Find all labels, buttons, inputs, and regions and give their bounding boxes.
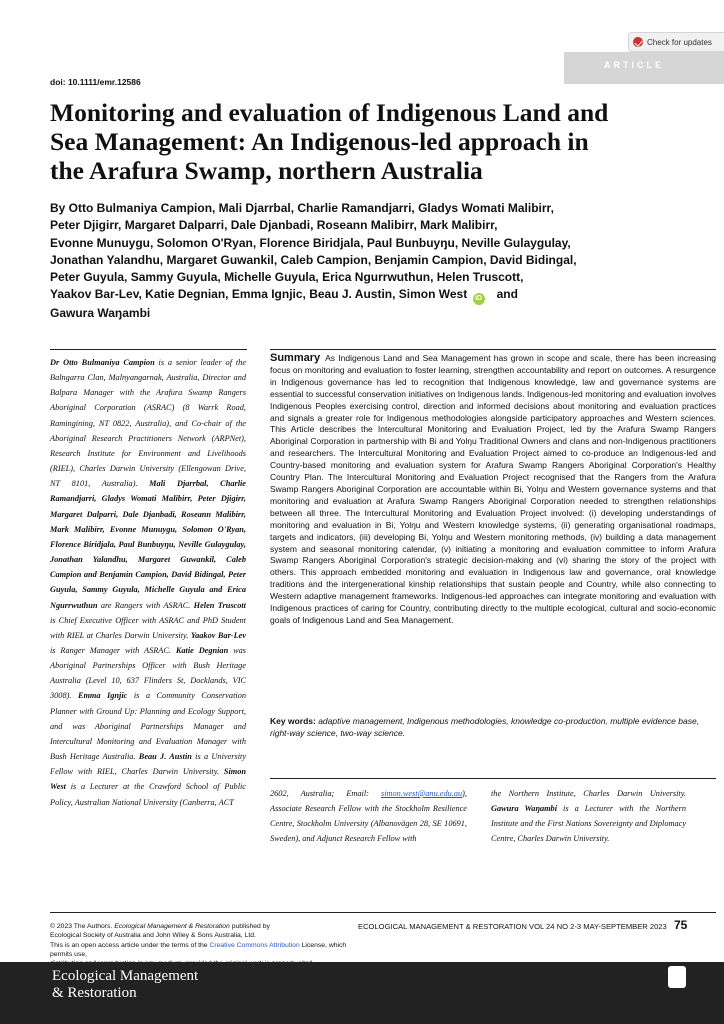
bio-continued-col-2 — [491, 786, 686, 847]
footer-text: This is an open access article under the terms of the — [50, 941, 210, 949]
page-number: 75 — [674, 918, 688, 932]
bio-text: is a senior leader of the Balngarra Clan, Malnyangarnak, Australia, Director and Balpara Manager with the Arafura Swamp Rangers Aboriginal Corporation (ASRAC) (8 Warrk Road, Ramingining, NT 0822, Australia), and Co-chair of the Aboriginal Research Practitioners Network (ARPNet), Research Institute for Environment and Livelihoods (RIEL), Charles Darwin University (Ellengowan Drive, NT 8101, Australia). — [50, 358, 246, 489]
bio-text: is a Lecturer with the Northern Institute and the First Nations Sovereignty and Diplomacy Centre, Charles Darwin University. — [491, 804, 686, 844]
bio-text: 2602, Australia; Email: — [270, 789, 381, 798]
footer-line — [50, 922, 360, 931]
bio-text: is Ranger Manager with ASRAC. — [50, 645, 176, 655]
banner-line: & Restoration — [52, 985, 137, 1001]
bio-text: is a Community Conservation Planner with Ground Up: Planning and Ecology Support, and was Aboriginal Partnerships Manager and Intercultural Monitoring and Evaluation Manager with Bush Heritage Australia. — [50, 691, 246, 762]
license-link[interactable]: Creative Commons Attribution — [209, 941, 300, 949]
summary-text: As Indigenous Land and Sea Management has grown in scope and scale, there has been increasing focus on monitoring and evaluation to foster learning, strengthen accountability and report on outcomes. A resurgence in Indigenous governance has led to recognition that Indigenous knowledge, law and governance systems are essential to successful conservation initiatives on Indigenous lands. Indigenous-led monitoring and evaluation involves Indigenous Peoples exercising control, direction and informed decisions about monitoring and evaluation practices and signals a greater role for Indigenous methodologies alongside participatory approaches and Western sciences. This Article describes the Intercultural Monitoring and Evaluation Project, led by the Arafura Swamp Rangers Aboriginal Corporation in partnership with Bi and Yolŋu Traditional Owners and clans and non-Indigenous practitioners and researchers. The Intercultural Monitoring and Evaluation Project aimed to co-produce an Indigenous-led and Country-based monitoring and evaluation system for Arafura Swamp Rangers Aboriginal Corporation's Healthy Country Plan. The Intercultural Monitoring and Evaluation Project recognised that the Rangers from the Arafura Swamp Rangers Aboriginal Corporation are accountable within Bi, Yolŋu and Western governance systems and that monitoring and evaluation at Arafura Swamp Rangers Aboriginal Corporation needed to strengthen relationships between all three. The Intercultural Monitoring and Evaluation Project involved: (i) developing understandings of monitoring and evaluation in Bi, Yolŋu and Western knowledge systems, (ii) generating organisational roadmaps, targets and indicators, (iii) developing Bi, Yolŋu and Western monitoring methods, (iv) building a data management system and seasonal monitoring calendar, (v) initiating a monitoring and evaluation committee to inform Arafura Swamp Rangers Aboriginal Corporation's strategic decision-making and (vi) sharing the story of the project with others. This approach embedded monitoring and evaluation in Indigenous law and governance, oral knowledge traditions and the intergenerational kinship relationships that sustain people and Country, while also connecting to Western adaptive management frameworks. Indigenous-led approaches can integrate monitoring and evaluation with Indigenous practices of caring for Country, contributing directly to the multiple ecological, cultural and socio-economic goals of Indigenous Land and Sea Management. — [270, 353, 716, 625]
bio-text: are Rangers with ASRAC. — [97, 600, 194, 610]
author-line: Jonathan Yalandhu, Margaret Guwankil, Caleb Campion, Benjamin Campion, David Bidingal, — [50, 252, 577, 267]
author-line: By Otto Bulmaniya Campion, Mali Djarrbal, Charlie Ramandjarri, Gladys Womati Malibirr, — [50, 201, 554, 215]
society-logo-icon — [668, 966, 686, 988]
bio-name: Yaakov Bar-Lev — [190, 630, 247, 640]
banner-line: Ecological Management — [52, 968, 199, 984]
bio-name: Dr Otto Bulmaniya Campion — [50, 358, 155, 367]
email-link[interactable]: simon.west@anu.edu.au — [381, 789, 463, 798]
summary-rule — [270, 349, 716, 350]
title-line: the Arafura Swamp, northern Australia — [50, 156, 483, 185]
keywords-text: adaptive management, Indigenous methodologies, knowledge co-production, multiple evidence base, right-way science, two-way science. — [270, 716, 700, 738]
bio-continued-rule — [270, 778, 716, 779]
bio-text: was Aboriginal Partnerships Officer with Bush Heritage Australia (Level 10, 637 Flinders St, Docklands, VIC 3008). — [50, 645, 246, 701]
bio-name: Beau J. Austin — [138, 752, 192, 762]
journal-banner-title — [52, 968, 198, 1002]
article-type-band — [564, 52, 724, 84]
doi[interactable]: doi: 10.1111/emr.12586 — [50, 77, 141, 87]
footer-text: © 2023 The Authors. — [50, 923, 115, 930]
author-line: Peter Guyula, Sammy Guyula, Michelle Guyula, Erica Ngurrwuthun, Helen Truscott, — [50, 270, 524, 285]
keywords-label: Key words: — [270, 716, 316, 726]
author-line: Gawura Waŋambi — [50, 306, 151, 321]
bio-name: Katie Degnian — [175, 645, 229, 655]
author-line: Evonne Munuygu, Solomon O'Ryan, Florence Biridjala, Paul Bunbuyŋu, Neville Gulaygulay, — [50, 235, 571, 250]
check-updates-label: Check for updates — [647, 37, 712, 47]
author-line: Peter Djigirr, Margaret Dalparri, Dale Djanbadi, Roseann Malibirr, Mark Malibirr, — [50, 218, 498, 233]
keywords — [270, 715, 716, 739]
left-column-rule — [50, 349, 247, 350]
authors-and: and — [496, 287, 518, 302]
bio-text: is a Lecturer at the Crawford School of Public Policy, Australian National University (Canberra, ACT — [50, 782, 246, 807]
summary — [270, 353, 716, 627]
orcid-icon[interactable]: iD — [473, 293, 485, 305]
title-line: Sea Management: An Indigenous-led approach in — [50, 127, 589, 156]
footer-text: published by — [229, 923, 270, 930]
author-list — [50, 200, 715, 323]
bio-name: Emma Ignjic — [77, 691, 128, 701]
article-title — [50, 98, 710, 185]
journal-info: ECOLOGICAL MANAGEMENT & RESTORATION VOL 24 NO 2-3 MAY-SEPTEMBER 2023 — [358, 922, 667, 931]
check-updates-icon — [633, 37, 643, 47]
footer-line — [50, 941, 360, 960]
author-line-text: Yaakov Bar-Lev, Katie Degnian, Emma Ignjic, Beau J. Austin, Simon West — [50, 287, 468, 302]
bio-continued-col-1 — [270, 786, 467, 847]
summary-heading: Summary — [270, 352, 321, 364]
bio-text: ), Associate Research Fellow with the Stockholm Resilience Centre, Stockholm University (Albanovägen 28, SE 10691, Sweden), and Adjunct Research Fellow with — [270, 789, 467, 844]
bio-text: is Chief Executive Officer with ASRAC and PhD Student with RIEL at Charles Darwin University. — [50, 615, 246, 640]
footer-text: License, which permits use, — [50, 941, 347, 958]
footer-line: Ecological Society of Australia and John Wiley & Sons Australia, Ltd. — [50, 932, 256, 940]
bio-name: Gawura Waŋambi — [491, 804, 557, 814]
check-for-updates-button[interactable] — [628, 32, 724, 52]
bio-name: Mali Djarrbal, Charlie Ramandjarri, Gladys Womati Malibirr, Peter Djigirr, Margaret Dalparri, Dale Djanbadi, Roseann Malibirr, Mark Malibirr, Evonne Munuygu, Solomon O'Ryan, Florence Biridjala, Paul Bunbuyŋu, Neville Gulaygulay, Jonathan Yalandhu, Margaret Guwankil, Caleb Campion and Benjamin Campion, David Bidingal, Peter Guyula, Sammy Guyula, Michelle Guyula and Erica Ngurrwuthun — [50, 479, 246, 610]
footer-rule — [50, 912, 716, 913]
footer-journal-name: Ecological Management & Restoration — [114, 923, 230, 930]
author-line — [50, 286, 715, 305]
bio-text: the Northern Institute, Charles Darwin University. — [491, 789, 686, 798]
bio-name: Helen Truscott — [193, 600, 246, 610]
author-biographies — [50, 355, 246, 810]
bio-name: Simon West — [50, 767, 246, 792]
title-line: Monitoring and evaluation of Indigenous Land and — [50, 98, 609, 127]
article-type-label: ARTICLE — [604, 60, 664, 70]
bio-text: is a University Fellow with RIEL, Charles Darwin University. — [50, 752, 246, 777]
